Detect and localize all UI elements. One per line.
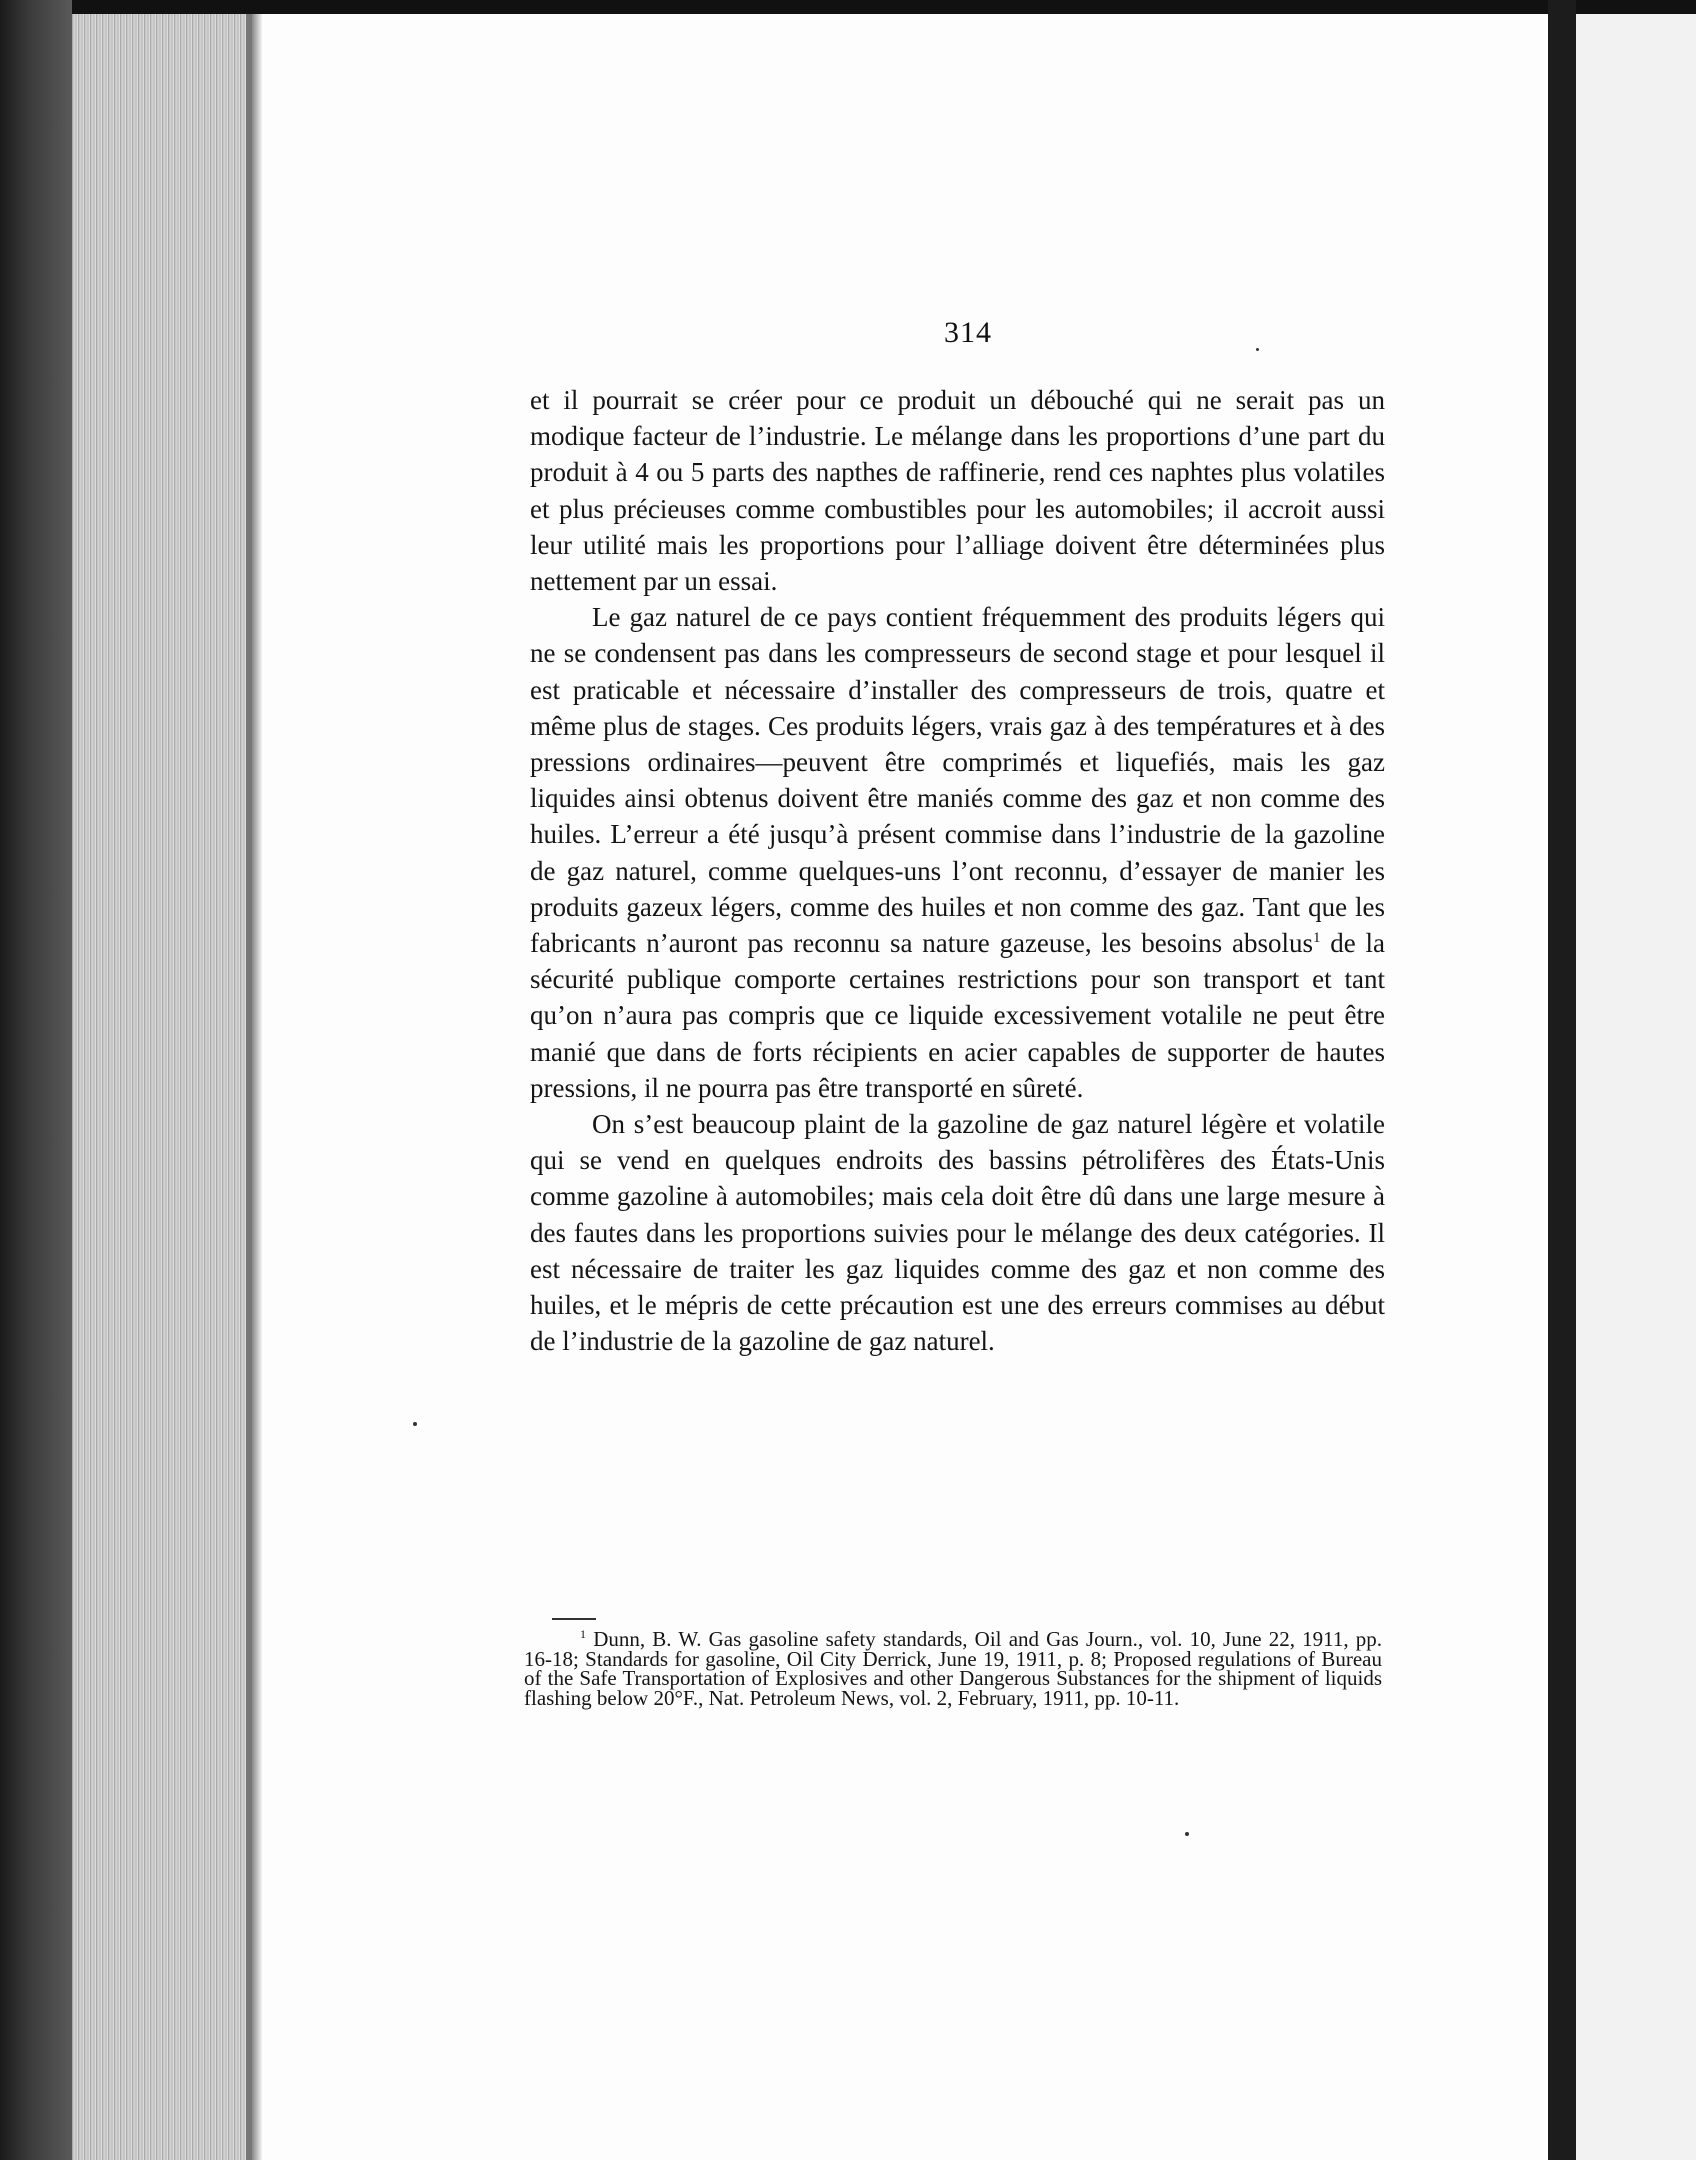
footnote [524, 1627, 1383, 1710]
paragraph-2 [530, 599, 1385, 1106]
paragraph-3: On s’est beaucoup plaint de la gazoline de gaz naturel légère et volatile qui se vend en quelques endroits des bassins pétrolifères des États-Unis comme gazoline à automobiles; mais cela doit être dû dans une large mesure à des fautes dans les proportions suivies pour le mélange des deux catégories. Il est nécessaire de traiter les gaz liquides comme des gaz et non comme des huiles, et le mépris de cette précaution est une des erreurs commises au début de l’industrie de la gazoline de gaz naturel. [530, 1109, 1385, 1357]
paragraph-2-text: Le gaz naturel de ce pays contient fréquemment des produits légers qui ne se condensent pas dans les compresseurs de second stage et pour lesquel il est praticable et nécessaire d’installer des compresseurs de trois, quatre et même plus de stages. Ces produits légers, vrais gaz à des températures et à des pressions ordinaires—peuvent être comprimés et liquefiés, mais les gaz liquides ainsi obtenus doivent être maniés comme des gaz et non comme des huiles. L’erreur a été jusqu’à présent commise dans l’industrie de la gazoline de gaz naturel, comme quelques-uns l’ont reconnu, d’essayer de manier les produits gazeux légers, comme des huiles et non comme des gaz. Tant que les fabricants n’auront pas reconnu sa nature gazeuse, les besoins absolus [530, 602, 1385, 959]
page-stack-edges [72, 14, 252, 2160]
footnote-text: Dunn, B. W. Gas gasoline safety standards, Oil and Gas Journ., vol. 10, June 22, 1911, pp. 16-18; Standards for gasoline, Oil City Derrick, June 19, 1911, p. 8; Proposed regulations of Bureau of the Safe Transportation of Explosives and other Dangerous Substances for the shipment of liquids flashing below 20°F., Nat. Petroleum News, vol. 2, February, 1911, pp. 10-11. [524, 1627, 1383, 1710]
page-number: 314 [944, 316, 992, 349]
gutter-shadow [252, 14, 262, 2160]
body-text [530, 382, 1385, 1359]
paragraph-2-tail: de la sécurité publique comporte certaines restrictions pour son transport et tant qu’on n’aura pas compris que ce liquide excessivement votalile ne peut être manié que dans de forts récipients en acier capables de supporter de hautes pressions, il ne pourra pas être transporté en sûreté. [530, 928, 1385, 1103]
scan-speck [1256, 348, 1259, 351]
scan-right-border [1548, 0, 1576, 2160]
facing-page-fragment [1576, 14, 1696, 2160]
book-cover-edge [0, 0, 72, 2160]
scan-top-border [0, 0, 1696, 14]
footnote-marker: 1 [580, 1627, 586, 1641]
footnote-rule [552, 1618, 596, 1620]
scan-speck [1185, 1832, 1189, 1836]
footnote-reference: 1 [1312, 930, 1321, 947]
scan-speck [413, 1422, 417, 1426]
paragraph-1: et il pourrait se créer pour ce produit un débouché qui ne serait pas un modique facteur de l’industrie. Le mélange dans les proportions d’une part du produit à 4 ou 5 parts des napthes de raffinerie, rend ces naphtes plus volatiles et plus précieuses comme combustibles pour les automobiles; il accroit aussi leur utilité mais les proportions pour l’alliage doivent être déterminées plus nettement par un essai. [530, 385, 1385, 597]
